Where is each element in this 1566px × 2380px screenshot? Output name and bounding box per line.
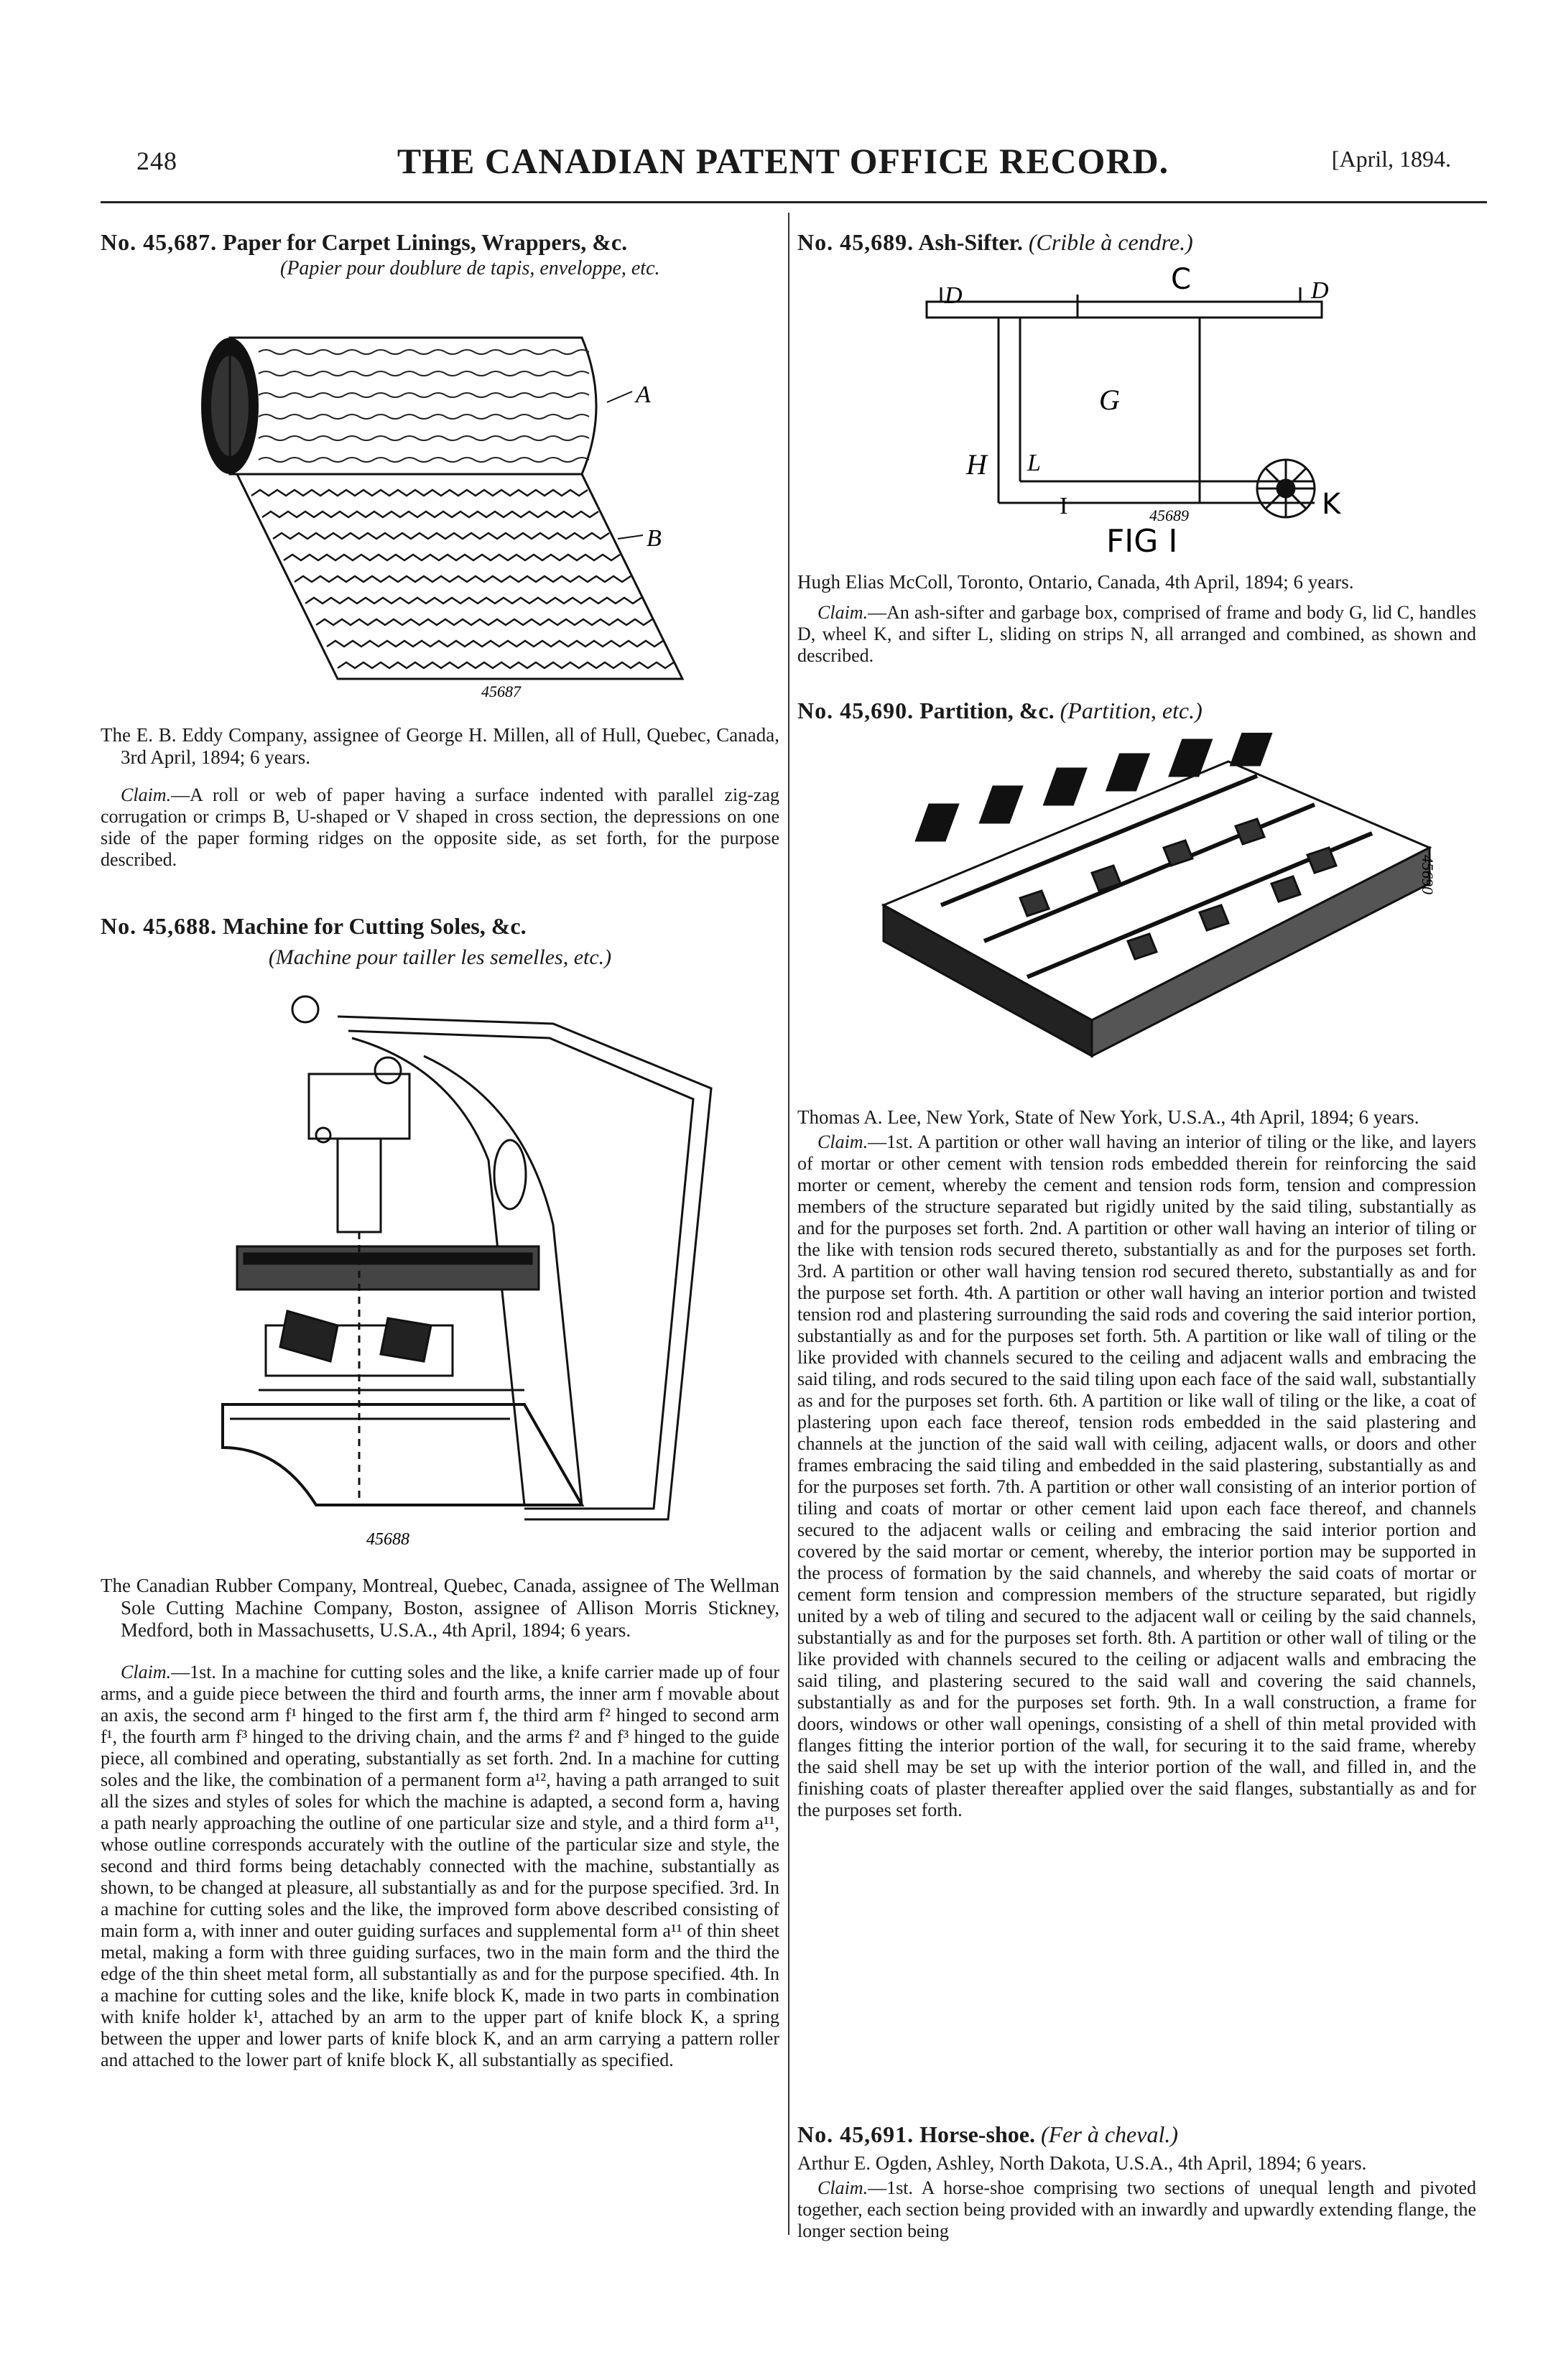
page-title: THE CANADIAN PATENT OFFICE RECORD. <box>397 141 1169 181</box>
assignee-text: The Canadian Rubber Company, Montreal, Quebec, Canada, assignee of The Wellman Sole Cutting Machine Company, Boston, assignee of Allison Morris Stickney, Medford, both in Massachusetts, U.S.A., 4th April, 1894; 6 years. <box>101 1575 779 1641</box>
french-title: (Machine pour tailler les semelles, etc.) <box>268 945 612 969</box>
patent-number: No. 45,689. <box>797 229 914 255</box>
fig-label-d-right: D <box>1311 277 1329 304</box>
fig-label-b: B <box>647 525 662 552</box>
fig-label-d-left: D <box>945 282 963 309</box>
fig-number: 45689 <box>1149 506 1189 524</box>
claim-label: Claim. <box>121 784 172 805</box>
assignee-text: Arthur E. Ogden, Ashley, North Dakota, U.S.A., 4th April, 1894; 6 years. <box>797 2152 1367 2174</box>
header-rule <box>101 201 1487 203</box>
fig-label-l: L <box>1027 450 1041 476</box>
assignee-text: Thomas A. Lee, New York, State of New York, U.S.A., 4th April, 1894; 6 years. <box>797 1106 1419 1128</box>
patent-name: Ash-Sifter. <box>918 229 1023 255</box>
french-title: (Partition, etc.) <box>1060 698 1203 723</box>
claim-label: Claim. <box>817 1131 868 1152</box>
fig-label-g: G <box>1099 384 1120 416</box>
fig-number: 45690 <box>1419 855 1437 894</box>
patent-entry-45689 <box>797 228 1476 256</box>
french-title: (Fer à cheval.) <box>1040 2121 1178 2147</box>
figure-carpet-paper-roll <box>194 320 690 700</box>
fig-number: 45688 <box>366 1530 409 1548</box>
fig-label-h: H <box>966 448 987 481</box>
claim-text: —1st. In a machine for cutting soles and the like, a knife carrier made up of four arms, and a guide piece between the third and fourth arms, the inner arm f movable about an axis, the second arm f¹ hinged to the first arm f, the third arm f² hinged to second arm f¹, the fourth arm f³ hinged to the driving chain, and the arms f² and f³ hinged to the guide piece, all combined and operating, substantially as set forth. 2nd. In a machine for cutting soles and the like, the combination of a permanent form a¹², having a path arranged to suit all the sizes and styles of soles for which the machine is adapted, a second form a, having a path nearly approaching the outline of one particular size and style, and a third form a¹¹, whose outline corresponds accurately with the outline of the particular size and style, the second and third forms being detachably connected with the machine, substantially as shown, to be changed at pleasure, all substantially as and for the purpose specified. 3rd. In a machine for cutting soles and the like, the improved form above described consisting of main form a, with inner and outer guiding surfaces and supplemental form a¹¹ of thin sheet metal, making a form with three guiding surfaces, two in the main form and the third the edge of the thin sheet metal form, all substantially as and for the purpose specified. 4th. In a machine for cutting soles and the like, knife block K, made in two parts in combination with knife holder k¹, attached by an arm to the upper part of knife block K, a spring between the upper and lower parts of knife block K, and an arm carrying a pattern roller and attached to the lower part of knife block K, all substantially as specified. <box>101 1662 779 2070</box>
claim-label: Claim. <box>817 602 868 623</box>
patent-entry-45691 <box>797 2121 1476 2242</box>
patent-number: No. 45,691. <box>797 2121 914 2147</box>
fig-label-k: K <box>1322 488 1341 521</box>
patent-entry-45690 <box>797 697 1476 724</box>
column-divider <box>788 213 789 2235</box>
fig-label-c: C <box>1171 266 1191 296</box>
claim-paragraph <box>101 784 779 871</box>
issue-date: [April, 1894. <box>1331 146 1451 172</box>
assignee-text: The E. B. Eddy Company, assignee of George H. Millen, all of Hull, Quebec, Canada, 3rd April, 1894; 6 years. <box>101 724 779 768</box>
page-number: 248 <box>136 147 177 175</box>
patent-entry-45687 <box>101 228 779 280</box>
claim-text: —A roll or web of paper having a surface indented with parallel zig-zag corrugation or crimps B, U-shaped or V shaped in cross section, the depressions on one side of the paper forming ridges on the opposite side, as set forth, for the purpose described. <box>101 784 779 870</box>
claim-paragraph <box>797 2177 1476 2242</box>
assignee-text: Hugh Elias McColl, Toronto, Ontario, Canada, 4th April, 1894; 6 years. <box>797 571 1354 593</box>
patent-entry-45688 <box>101 912 779 970</box>
figure-ash-sifter <box>912 266 1358 560</box>
claim-paragraph <box>797 1131 1476 1821</box>
fig-caption: FIG I <box>1106 523 1178 560</box>
figure-sole-cutting-machine <box>151 988 733 1548</box>
claim-label: Claim. <box>121 1662 172 1682</box>
claim-text: —1st. A partition or other wall having an interior of tiling or the like, and layers of mortar or other cement with tension rods embedded therein for reinforcing the said morter or cement, whereby the cement and tension rods form, tension and compression members of the structure separated but rigidly united by the said tiling, substantially as and for the purposes set forth. 2nd. A partition or other wall having an interior of tiling or the like with tension rods secured thereto, substantially as and for the purposes set forth. 3rd. A partition or other wall having tension rod secured thereto, substantially as and for the purpose set forth. 4th. A partition or other wall having an interior portion and twisted tension rod and plastering surrounding the said rods and covering the said interior portion, substantially as and for the purposes set forth. 5th. A partition or like wall of tiling or the like provided with channels secured to the ceiling and adjacent walls and embracing the said tiling, and rods secured to the said tiling upon each face of the said wall, substantially as and for the purposes set forth. 6th. A partition or like wall of tiling or the like, a coat of plastering upon each face thereof, tension rods embedded in the said plastering and channels at the junction of the said wall with ceiling, adjacent walls, or doors and other frames embracing the said tiling and embedded in the said plastering, substantially as and for the purposes set forth. 7th. A partition or other wall consisting of an interior portion of tiling and coats of mortar or other cement laid upon each face thereof, and channels secured to the adjacent walls or ceiling and embracing the said interior portion and covered by the said mortar or cement, whereby, the interior portion may be supported in the process of formation by the said channels, and whereby the said coats of mortar or cement form tension and compression members of the structure separated, but rigidly united by a web of tiling and secured to the adjacent wall or ceiling by the said channels, substantially as and for the purposes set forth. 8th. A partition or other wall of tiling or the like provided with channels secured to the ceiling or adjacent walls and embracing the said tiling, and plastering secured to the said wall and covering the said channels, substantially as and for the purposes set forth. 9th. In a wall construction, a frame for doors, windows or other wall openings, consisting of a shell of thin metal provided with flanges fitting the interior portion of the wall, for securing it to the said frame, whereby the said shell may be set up with the interior portion of the wall, and filled in, and the finishing coats of plaster thereafter applied over the said flanges, substantially as and for the purposes set forth. <box>797 1131 1476 1820</box>
running-header <box>101 140 1465 190</box>
french-title: (Papier pour doublure de tapis, enveloppe, etc. <box>280 257 660 279</box>
fig-number: 45687 <box>481 682 521 700</box>
figure-partition <box>855 733 1444 1092</box>
patent-number: No. 45,687. <box>101 229 218 255</box>
claim-paragraph <box>797 602 1476 667</box>
french-title: (Crible à cendre.) <box>1028 229 1193 255</box>
patent-number: No. 45,688. <box>101 913 218 939</box>
entry-45689-text <box>797 571 1476 667</box>
entry-45690-text <box>797 1106 1476 1821</box>
entry-45688-text <box>101 1575 779 2071</box>
patent-name: Paper for Carpet Linings, Wrappers, &c. <box>223 229 628 255</box>
fig-label-i: I <box>1060 493 1068 519</box>
claim-text: —An ash-sifter and garbage box, comprised of frame and body G, lid C, handles D, wheel K, and sifter L, sliding on strips N, all arranged and combined, as shown and described. <box>797 602 1476 666</box>
claim-text: —1st. A horse-shoe comprising two sections of unequal length and pivoted together, each section being provided with an inwardly and upwardly extending flange, the longer section being <box>797 2177 1476 2241</box>
claim-paragraph <box>101 1662 779 2071</box>
claim-label: Claim. <box>817 2177 868 2198</box>
patent-name: Machine for Cutting Soles, &c. <box>223 913 527 939</box>
entry-heading <box>797 697 1476 724</box>
entry-heading <box>101 228 779 256</box>
entry-heading <box>797 2121 1476 2148</box>
patent-name: Horse-shoe. <box>919 2121 1035 2147</box>
fig-label-a: A <box>636 381 651 408</box>
patent-number: No. 45,690. <box>797 698 914 723</box>
entry-heading <box>101 912 779 940</box>
entry-45687-text <box>101 724 779 871</box>
entry-heading <box>797 228 1476 256</box>
patent-name: Partition, &c. <box>919 698 1055 723</box>
